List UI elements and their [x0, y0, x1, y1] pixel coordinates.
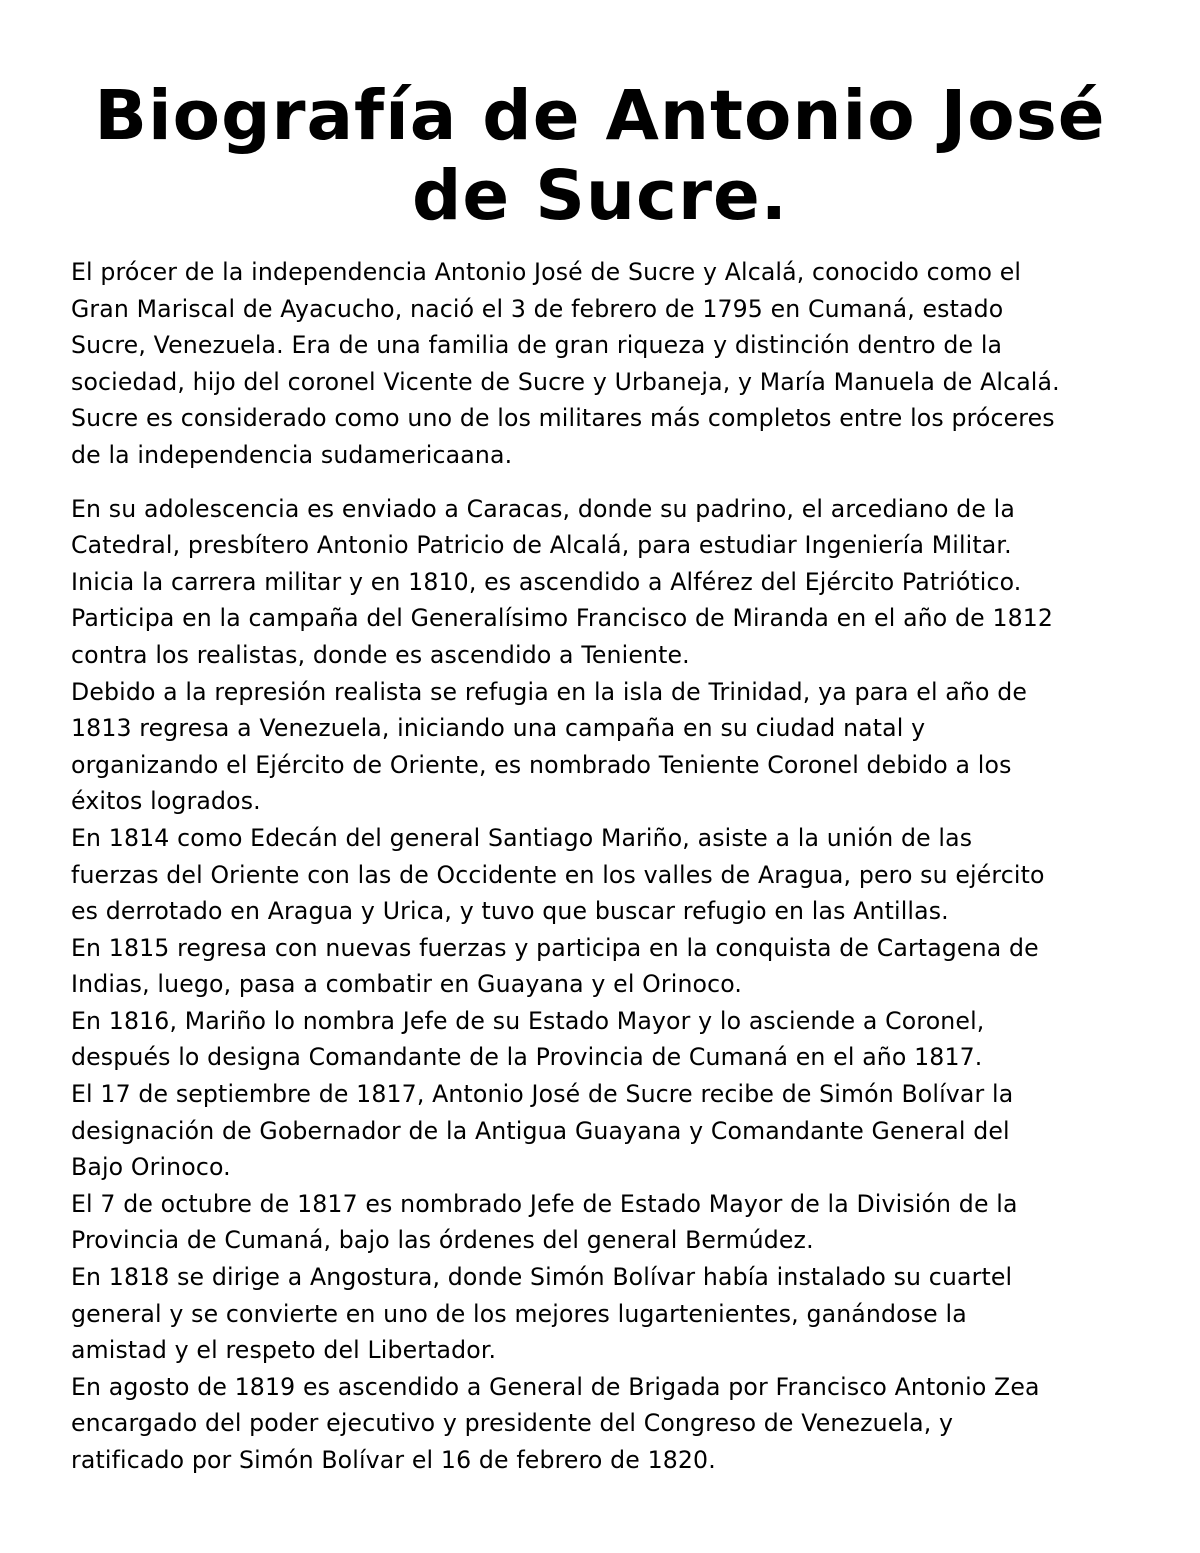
text-line: general y se convierte en uno de los mejores lugartenientes, ganándose la — [71, 1299, 967, 1328]
text-line: éxitos logrados. — [71, 787, 261, 816]
paragraph-1816 — [71, 1003, 1151, 1076]
text-line: Inicia la carrera militar y en 1810, es ascendido a Alférez del Ejército Patriótico. — [71, 567, 1022, 596]
paragraph-1814 — [71, 820, 1151, 930]
text-line: Participa en la campaña del Generalísimo Francisco de Miranda en el año de 1812 — [71, 604, 1054, 633]
paragraph-1819 — [71, 1369, 1151, 1479]
text-line: En agosto de 1819 es ascendido a General de Brigada por Francisco Antonio Zea — [71, 1372, 1040, 1401]
text-line: designación de Gobernador de la Antigua Guayana y Comandante General del — [71, 1116, 1010, 1145]
text-line: En 1815 regresa con nuevas fuerzas y participa en la conquista de Cartagena de — [71, 933, 1039, 962]
document-body — [71, 254, 1151, 1479]
text-line: contra los realistas, donde es ascendido a Teniente. — [71, 640, 690, 669]
text-line: es derrotado en Aragua y Urica, y tuvo que buscar refugio en las Antillas. — [71, 897, 949, 926]
text-line: encargado del poder ejecutivo y presidente del Congreso de Venezuela, y — [71, 1409, 954, 1438]
document-title — [60, 76, 1140, 236]
text-line: después lo designa Comandante de la Provincia de Cumaná en el año 1817. — [71, 1043, 983, 1072]
text-line: Sucre es considerado como uno de los militares más completos entre los próceres — [71, 404, 1055, 433]
text-line: En 1814 como Edecán del general Santiago Mariño, asiste a la unión de las — [71, 823, 973, 852]
text-line: organizando el Ejército de Oriente, es nombrado Teniente Coronel debido a los — [71, 750, 1012, 779]
text-line: En 1816, Mariño lo nombra Jefe de su Estado Mayor y lo asciende a Coronel, — [71, 1006, 985, 1035]
title-line-2: de Sucre. — [412, 156, 788, 236]
text-line: El prócer de la independencia Antonio José de Sucre y Alcalá, conocido como el — [71, 258, 1022, 286]
paragraph-spacer — [71, 474, 1151, 491]
text-line: Catedral, presbítero Antonio Patricio de Alcalá, para estudiar Ingeniería Militar. — [71, 531, 1012, 560]
title-line-1: Biografía de Antonio José — [94, 76, 1106, 156]
text-line: sociedad, hijo del coronel Vicente de Sucre y Urbaneja, y María Manuela de Alcalá. — [71, 367, 1060, 396]
paragraph-adolescence — [71, 491, 1151, 674]
text-line: amistad y el respeto del Libertador. — [71, 1336, 497, 1365]
paragraph-intro — [71, 254, 1151, 474]
text-line: ratificado por Simón Bolívar el 16 de febrero de 1820. — [71, 1446, 716, 1474]
text-line: Provincia de Cumaná, bajo las órdenes del general Bermúdez. — [71, 1226, 814, 1255]
paragraph-sept-1817 — [71, 1076, 1151, 1186]
text-line: Sucre, Venezuela. Era de una familia de gran riqueza y distinción dentro de la — [71, 331, 1003, 360]
text-line: Gran Mariscal de Ayacucho, nació el 3 de febrero de 1795 en Cumaná, estado — [71, 294, 1004, 323]
text-line: El 17 de septiembre de 1817, Antonio José de Sucre recibe de Simón Bolívar la — [71, 1080, 1014, 1109]
text-line: 1813 regresa a Venezuela, iniciando una campaña en su ciudad natal y — [71, 714, 926, 743]
text-line: Bajo Orinoco. — [71, 1153, 231, 1182]
text-line: fuerzas del Oriente con las de Occidente en los valles de Aragua, pero su ejército — [71, 860, 1045, 889]
paragraph-1818 — [71, 1259, 1151, 1369]
paragraph-1815 — [71, 930, 1151, 1003]
paragraph-oct-1817 — [71, 1186, 1151, 1259]
text-line: Debido a la represión realista se refugia en la isla de Trinidad, ya para el año de — [71, 677, 1028, 706]
text-line: En su adolescencia es enviado a Caracas, donde su padrino, el arcediano de la — [71, 494, 1015, 523]
text-line: de la independencia sudamericaana. — [71, 440, 513, 469]
text-line: El 7 de octubre de 1817 es nombrado Jefe de Estado Mayor de la División de la — [71, 1189, 1018, 1218]
paragraph-1813 — [71, 674, 1151, 820]
text-line: En 1818 se dirige a Angostura, donde Simón Bolívar había instalado su cuartel — [71, 1263, 1013, 1292]
text-line: Indias, luego, pasa a combatir en Guayana y el Orinoco. — [71, 970, 743, 999]
